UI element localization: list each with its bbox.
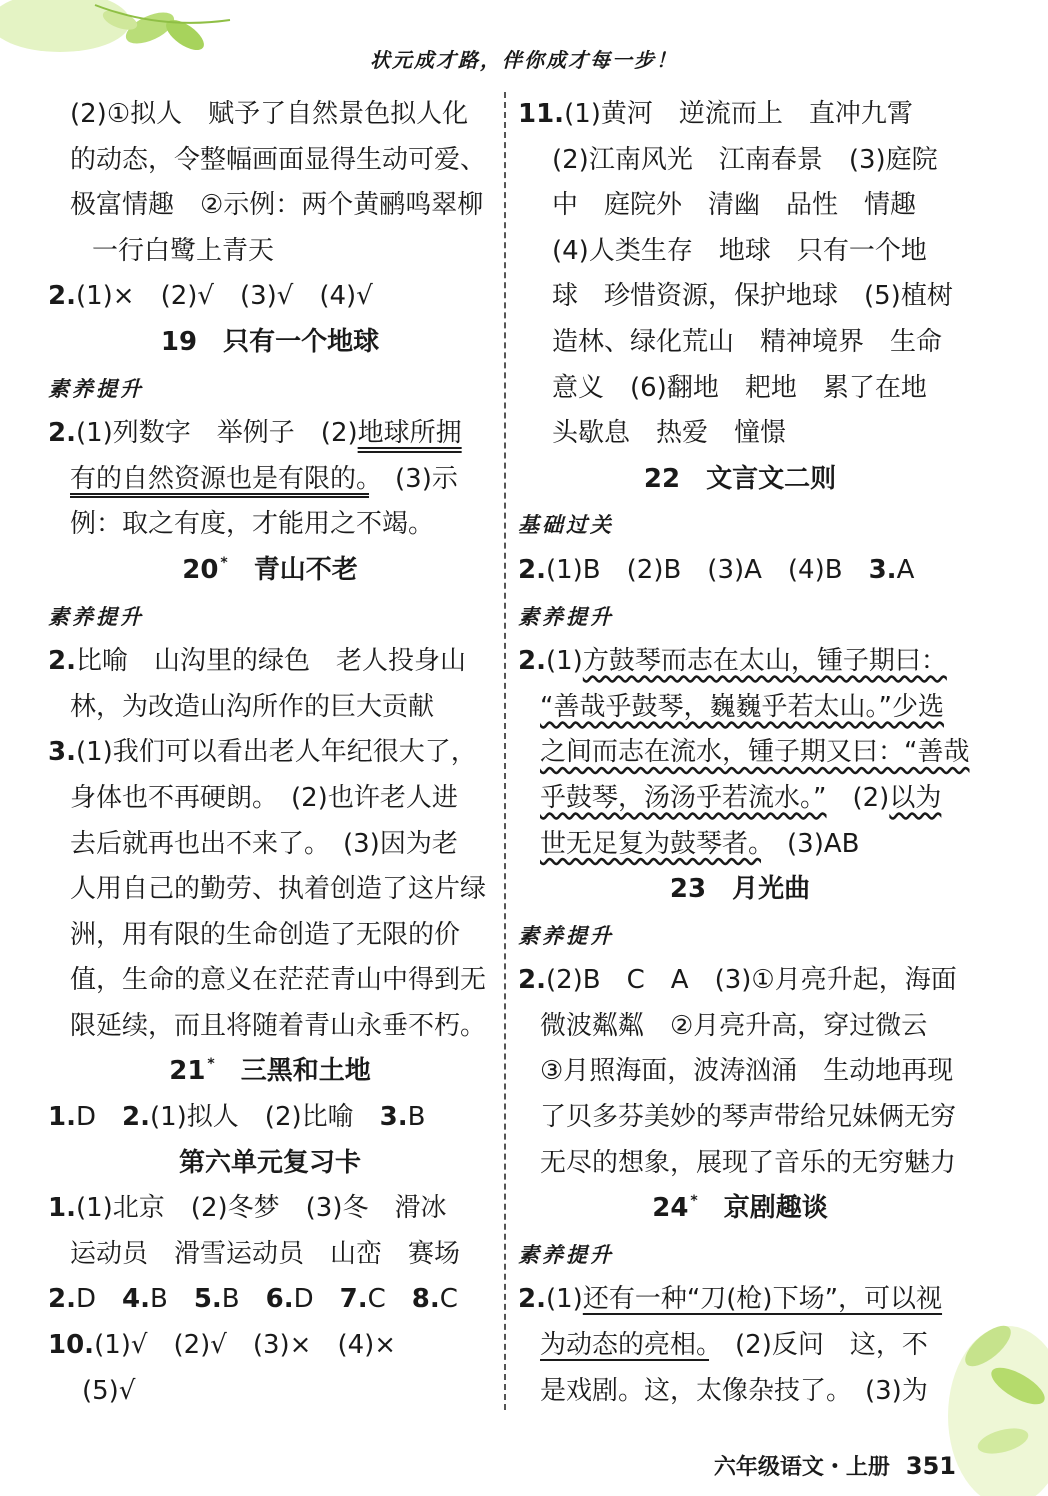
wavy-underlined-answer: 乎鼓琴，汤汤乎若流水。”	[540, 782, 827, 813]
answer-line: 运动员 滑雪运动员 山峦 赛场	[70, 1238, 461, 1269]
lesson-title	[48, 320, 492, 366]
answer-text: (1)我们可以看出老人年纪很大了，	[75, 737, 477, 768]
answer-line	[48, 1323, 492, 1369]
answer-line: 限延续，而且将随着青山永垂不朽。	[70, 1010, 487, 1041]
lesson-name: 只有一个地球	[223, 326, 380, 357]
item-number: 2.	[518, 1284, 546, 1315]
lesson-name: 文言文二则	[706, 463, 837, 494]
answer-text: (1)北京 (2)冬梦 (3)冬 滑冰	[75, 1193, 447, 1224]
lesson-number	[169, 1056, 215, 1086]
item-number: 3.	[48, 737, 76, 768]
page-number: 351	[905, 1452, 956, 1480]
wavy-underlined-answer: 方鼓琴而志在太山，锺子期曰：	[582, 646, 947, 677]
answer-line: 洲，用有限的生命创造了无限的价	[70, 919, 461, 950]
lesson-number-text: 21	[169, 1056, 206, 1087]
book-title: 六年级语文・上册	[713, 1455, 890, 1480]
answer-text: (2)B C A (3)①月亮升起，海面	[545, 965, 957, 996]
item-number: 4.	[122, 1284, 150, 1315]
underlined-answer: 地球所拥	[357, 418, 462, 449]
answer-line	[48, 1277, 492, 1323]
answer-text: C	[439, 1284, 458, 1315]
answer-line: 极富情趣 ②示例：两个黄鹂鸣翠柳	[70, 190, 484, 221]
item-number: 8.	[411, 1284, 440, 1315]
answer-text: D	[293, 1284, 340, 1315]
item-number: 7.	[339, 1284, 368, 1315]
answer-text: (3)AB	[761, 828, 860, 859]
answer-line: (2)江南风光 江南春景 (3)庭院	[552, 144, 938, 175]
answer-text: (1)	[545, 1284, 583, 1315]
answer-line	[518, 92, 962, 138]
answer-text: (1)√ (2)√ (3)× (4)×	[94, 1330, 397, 1361]
underlined-answer: 有的自然资源也是有限的。	[70, 463, 370, 494]
answer-line	[518, 548, 962, 594]
answer-line	[48, 730, 492, 776]
answer-text: (2)反问 这，不	[709, 1330, 928, 1361]
wavy-underlined-answer: 以为	[889, 782, 942, 813]
answer-line: (5)√	[82, 1375, 136, 1406]
answer-text: (3)示	[369, 463, 458, 494]
answer-line	[518, 958, 962, 1004]
lesson-title	[518, 1186, 962, 1232]
answer-line: 的动态，令整幅画面显得生动可爱、	[70, 144, 487, 175]
item-number: 1.	[48, 1193, 76, 1224]
answer-line: (2)①拟人 赋予了自然景色拟人化	[70, 99, 469, 129]
answer-line	[518, 822, 962, 868]
item-number: 2.	[122, 1102, 150, 1133]
answer-line: 中 庭院外 清幽 品性 情趣	[552, 190, 917, 221]
answer-line: 是戏剧。这，太像杂技了。 (3)为	[540, 1375, 928, 1406]
answer-line: 一行白鹭上青天	[92, 235, 275, 266]
item-number: 2.	[48, 646, 76, 677]
section-heading: 素养提升	[518, 603, 614, 629]
answer-line	[48, 1095, 492, 1141]
answer-line: 球 珍惜资源，保护地球 (5)植树	[552, 281, 953, 312]
answer-text: (1)	[545, 646, 583, 677]
item-number: 2.	[48, 281, 76, 312]
left-column	[48, 92, 492, 1414]
wavy-underlined-answer: 之间而志在流水，锺子期又曰：“善哉	[540, 737, 970, 768]
answer-line: 无尽的想象，展现了音乐的无穷魅力	[540, 1147, 957, 1178]
wavy-underlined-answer: “善哉乎鼓琴，巍巍乎若太山。”少选	[540, 691, 944, 722]
answer-line	[518, 776, 962, 822]
answer-text: (2)	[826, 782, 890, 813]
item-number: 10.	[48, 1330, 95, 1361]
answer-line	[48, 639, 492, 685]
answer-line	[518, 685, 962, 731]
answer-text: (1)B (2)B (3)A (4)B	[545, 554, 869, 585]
answer-line	[518, 639, 962, 685]
item-number: 3.	[868, 554, 897, 585]
answer-line: 了贝多芬美妙的琴声带给兄妹俩无穷	[540, 1102, 957, 1133]
lesson-name: 青山不老	[253, 554, 358, 585]
item-number: 2.	[518, 965, 546, 996]
item-number: 2.	[48, 1284, 76, 1315]
item-number: 3.	[379, 1102, 408, 1133]
lesson-name: 京剧趣谈	[723, 1193, 828, 1224]
answer-text: D	[75, 1284, 122, 1315]
item-number: 6.	[265, 1284, 294, 1315]
answer-text: B	[149, 1284, 194, 1315]
answer-line	[518, 730, 970, 776]
underlined-answer: 为动态的亮相。	[540, 1330, 710, 1361]
answer-line: 头歇息 热爱 憧憬	[552, 418, 787, 449]
lesson-number-text: 24	[652, 1193, 689, 1224]
lesson-number	[182, 555, 228, 585]
section-heading: 素养提升	[518, 1241, 614, 1267]
column-divider	[504, 92, 506, 1410]
answer-text: (1)黄河 逆流而上 直冲九霄	[564, 99, 913, 129]
lesson-name: 三黑和土地	[240, 1056, 371, 1087]
answer-line	[48, 1186, 492, 1232]
lesson-name: 月光曲	[732, 874, 811, 905]
answer-line: 去后就再也出不来了。 (3)因为老	[70, 828, 458, 859]
section-heading: 素养提升	[518, 922, 614, 948]
header-slogan: 状元成才路，伴你成才每一步！	[370, 48, 678, 72]
answer-line: 值，生命的意义在茫茫青山中得到无	[70, 965, 487, 996]
right-column	[518, 92, 970, 1414]
answer-line: ③月照海面，波涛汹涌 生动地再现	[540, 1056, 954, 1087]
answer-line: 人用自己的勤劳、执着创造了这片绿	[70, 874, 487, 905]
answer-text: B	[407, 1102, 426, 1133]
star-mark: *	[207, 1056, 215, 1073]
section-heading: 素养提升	[48, 603, 144, 629]
answer-text: (1)列数字 举例子 (2)	[75, 418, 358, 449]
underlined-answer: 还有一种“刀(枪)下场”，可以视	[582, 1284, 943, 1315]
lesson-number-text: 20	[182, 554, 219, 585]
section-heading: 基础过关	[518, 512, 614, 538]
answer-text: (1)× (2)√ (3)√ (4)√	[75, 281, 373, 312]
lesson-title	[48, 1049, 492, 1095]
lesson-title	[48, 548, 492, 594]
page-footer	[714, 1450, 956, 1481]
answer-line: 身体也不再硬朗。 (2)也许老人进	[70, 782, 458, 813]
answer-line: (4)人类生存 地球 只有一个地	[552, 235, 927, 266]
answer-text: (1)拟人 (2)比喻	[149, 1102, 380, 1133]
wavy-underlined-answer: 世无足复为鼓琴者。	[540, 828, 762, 859]
lesson-number: 22	[643, 463, 681, 494]
lesson-title	[518, 457, 962, 503]
lesson-title	[518, 867, 962, 913]
section-heading: 素养提升	[48, 375, 144, 401]
answer-text: C	[367, 1284, 412, 1315]
answer-line	[518, 1323, 962, 1369]
item-number: 11.	[518, 99, 565, 129]
answer-line: 微波粼粼 ②月亮升高，穿过微云	[540, 1010, 928, 1041]
lesson-number: 19	[160, 326, 198, 357]
answer-text: 比喻 山沟里的绿色 老人投身山	[75, 646, 466, 677]
star-mark: *	[690, 1193, 698, 1210]
item-number: 5.	[193, 1284, 222, 1315]
answer-text: A	[896, 554, 915, 585]
item-number: 2.	[518, 554, 546, 585]
answer-line: 林，为改造山沟所作的巨大贡献	[70, 691, 435, 722]
answer-line	[518, 1277, 962, 1323]
answer-line	[48, 274, 492, 320]
answer-line	[48, 411, 492, 457]
answer-text: B	[221, 1284, 266, 1315]
item-number: 2.	[48, 418, 76, 449]
lesson-number: 23	[669, 874, 707, 905]
answer-line: 意义 (6)翻地 耙地 累了在地	[552, 372, 927, 403]
answer-text: D	[75, 1102, 122, 1133]
star-mark: *	[220, 554, 228, 571]
lesson-number	[652, 1193, 698, 1223]
answer-line: 造林、绿化荒山 精神境界 生命	[552, 326, 943, 357]
unit-review-title: 第六单元复习卡	[178, 1147, 361, 1178]
answer-line	[48, 457, 492, 503]
item-number: 2.	[518, 646, 546, 677]
item-number: 1.	[48, 1102, 76, 1133]
answer-line: 例：取之有度，才能用之不竭。	[70, 509, 435, 540]
